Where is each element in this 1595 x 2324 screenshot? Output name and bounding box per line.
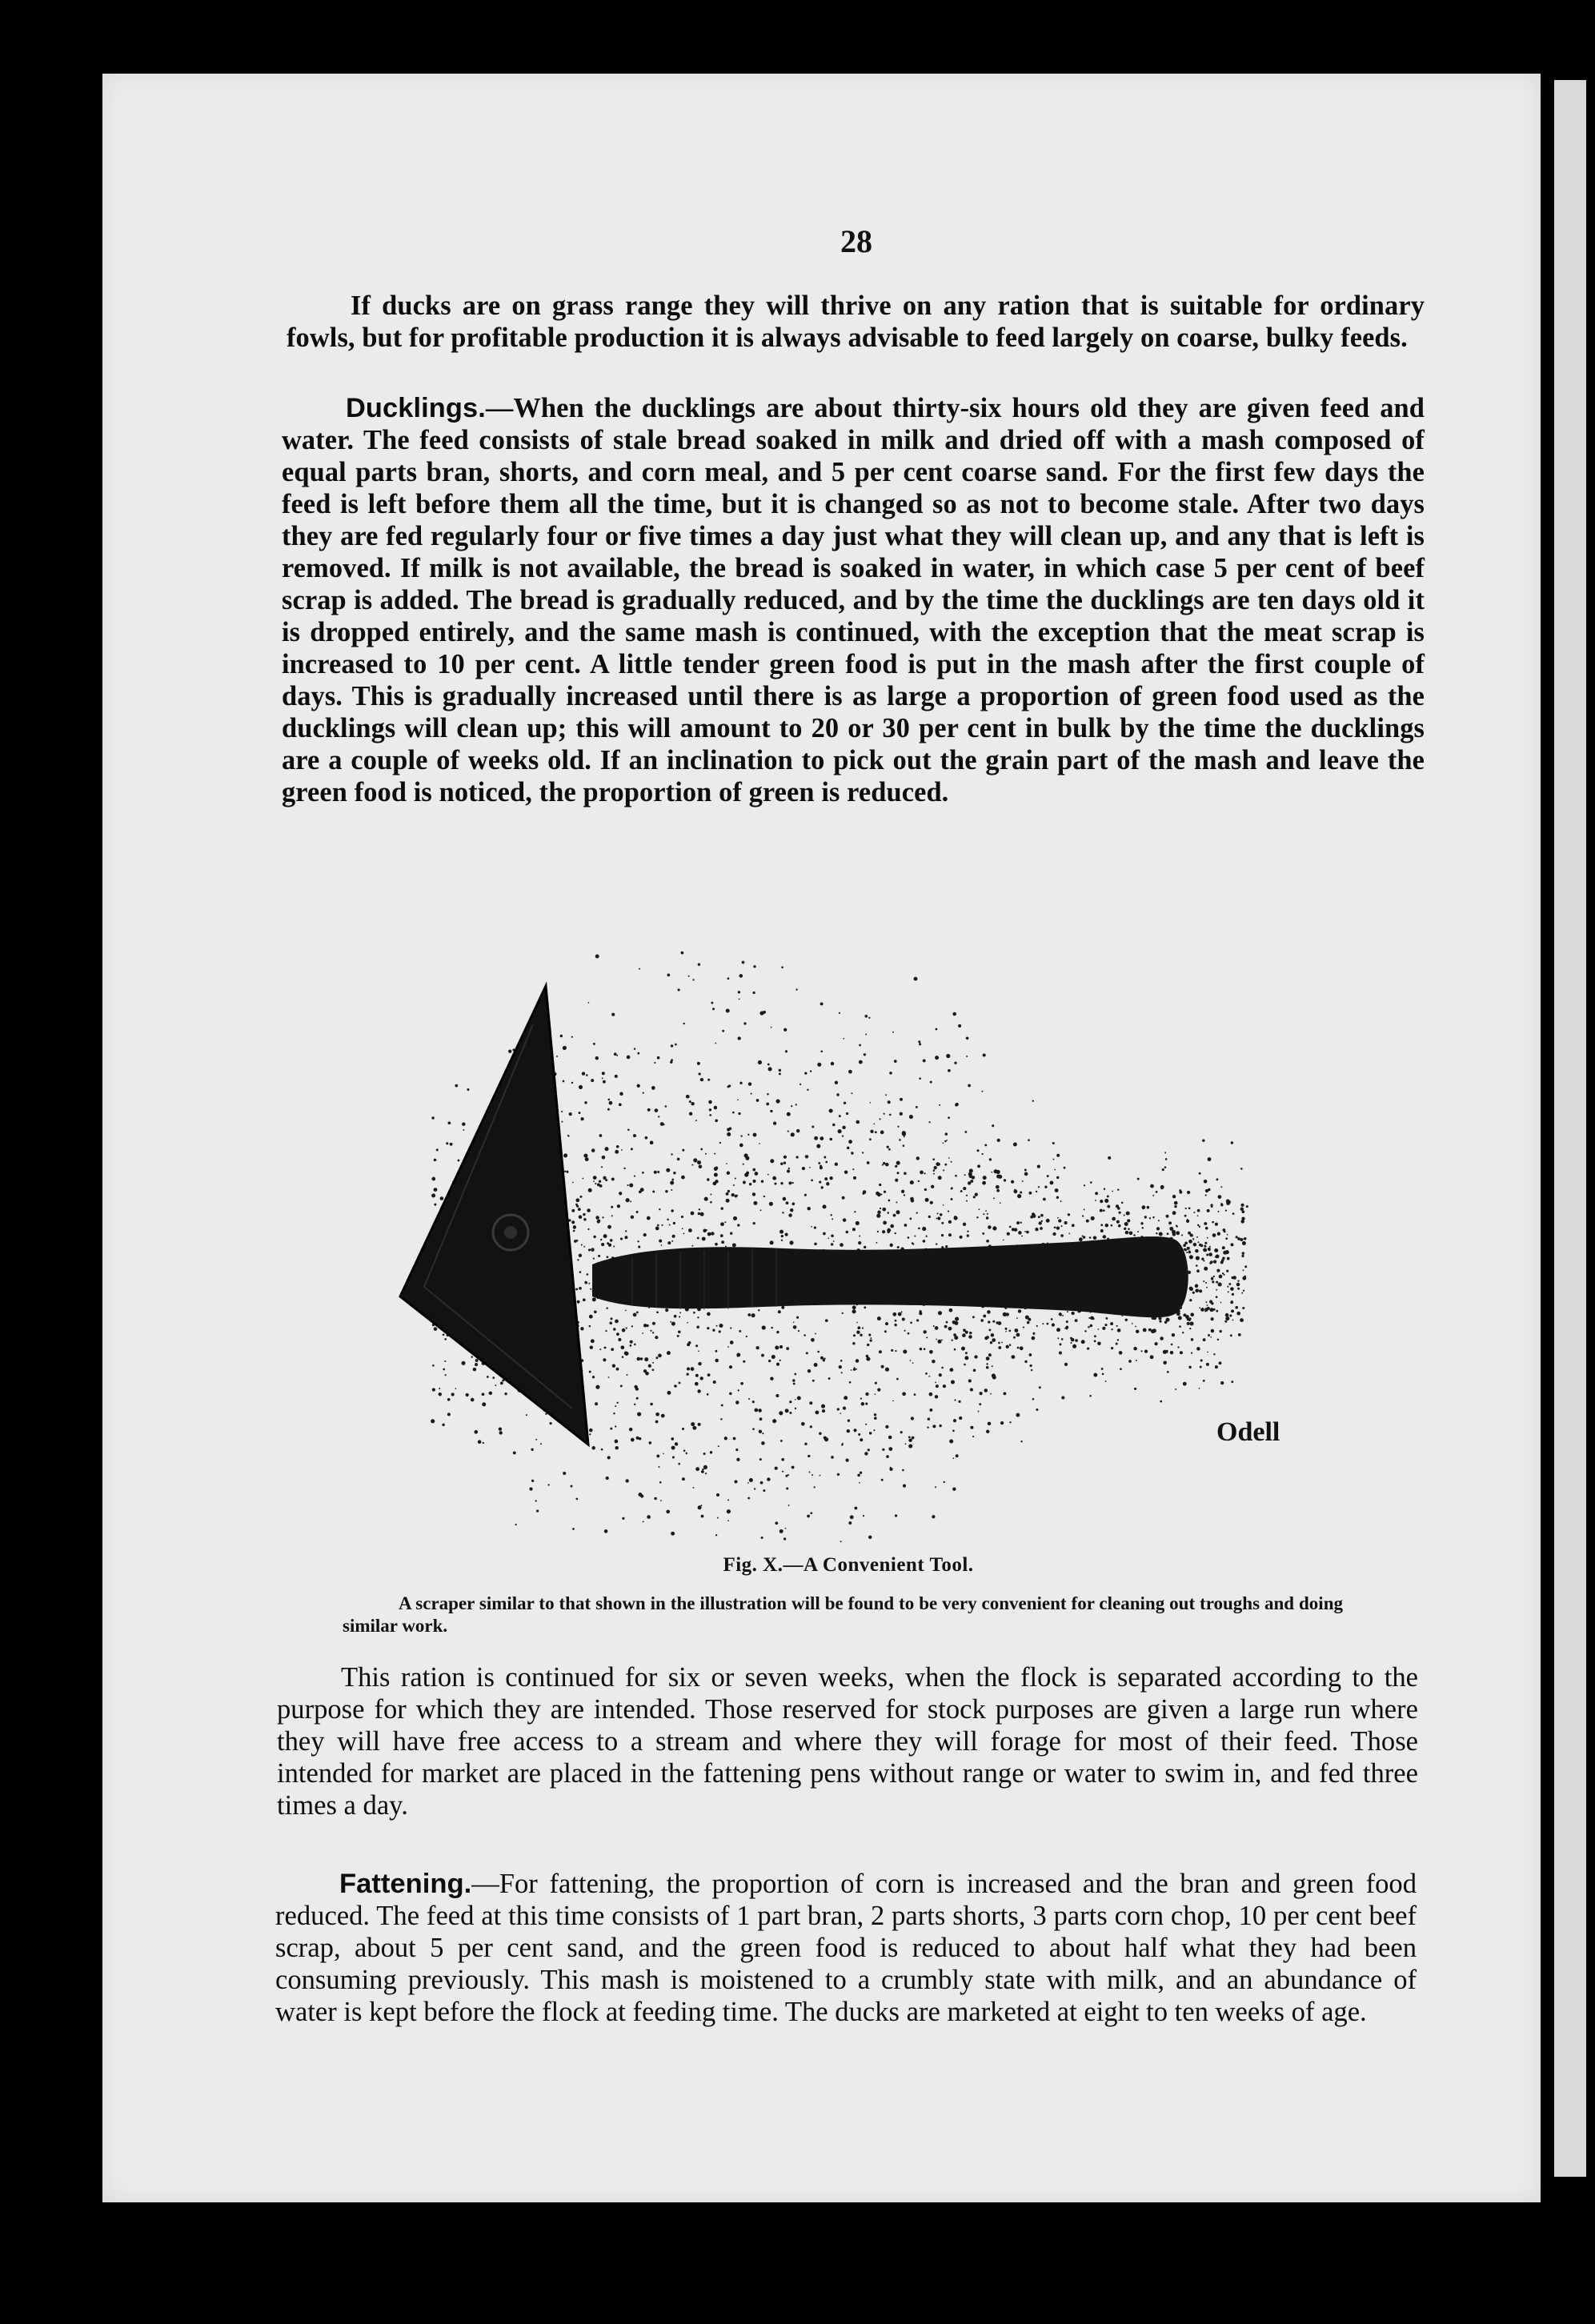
figure-caption: Fig. X.—A Convenient Tool. <box>723 1554 974 1576</box>
adjacent-page-edge <box>1554 80 1586 2177</box>
paragraph-ducklings-body: —When the ducklings are about thirty-six hours old they are given feed and water. The feed consists of stale bread soaked in milk and dried off with a mash composed of equal parts bran, shorts, and corn meal, and 5 per cent coarse sand. For the first few days the feed is left before them all the time, but it is changed so as not to become stale. After two days they are fed regularly four or five times a day just what they will clean up, and any that is left is removed. If milk is not available, the bread is soaked in water, in which case 5 per cent of beef scrap is added. The bread is gradually reduced, and by the time the ducklings are ten days old it is dropped entirely, and the same mash is continued, with the exception that the meat scrap is increased to 10 per cent. A little tender green food is put in the mash after the first couple of days. This is gradually increased until there is as large a proportion of green food used as the ducklings will clean up; this will amount to 20 or 30 per cent in bulk by the time the ducklings are a couple of weeks old. If an inclination to pick out the grain part of the mash and leave the green food is noticed, the proportion of green is reduced. <box>282 393 1425 807</box>
page-number: 28 <box>840 223 872 259</box>
scraper-handle <box>592 1236 1188 1317</box>
heading-ducklings: Ducklings. <box>346 393 486 423</box>
illustrator-signature: Odell <box>1216 1417 1280 1447</box>
figure-description: A scraper similar to that shown in the illustration will be found to be very convenient for cleaning out troughs and doing similar work. <box>343 1593 1343 1636</box>
heading-fattening: Fattening. <box>339 1869 472 1899</box>
paragraph-ration-continued: This ration is continued for six or seven weeks, when the flock is separated according to the purpose for which they are intended. Those reserved for stock purposes are given a large run where they will have free access to a stream and where they will forage for most of their feed. Those intended for market are placed in the fattening pens without range or water to swim in, and fed three times a day. <box>277 1662 1418 1821</box>
paragraph-grass-range: If ducks are on grass range they will thrive on any ration that is suitable for ordinary fowls, but for profitable production it is always advisable to feed largely on coarse, bulky feeds. <box>287 290 1425 353</box>
paragraph-fattening-body: —For fattening, the proportion of corn is increased and the bran and green food reduced. The feed at this time consists of 1 part bran, 2 parts shorts, 3 parts corn chop, 10 per cent beef scrap, about 5 per cent sand, and the green food is reduced to about half what they had been consuming previously. This mash is moistened to a crumbly state with milk, and an abundance of water is kept before the flock at feeding time. The ducks are marketed at eight to ten weeks of age. <box>275 1869 1417 2027</box>
paragraph-fattening <box>275 1868 1417 2028</box>
scraper-blade <box>400 986 588 1444</box>
scraper-tool-illustration <box>368 928 1312 1553</box>
paragraph-ducklings <box>282 392 1425 808</box>
